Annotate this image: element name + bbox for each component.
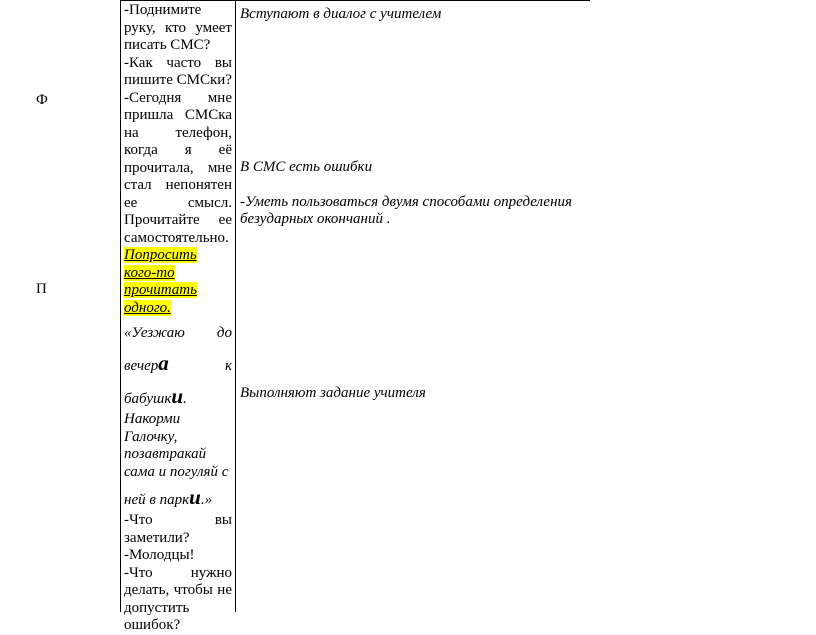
teacher-question-sms: -Поднимите руку, кто умеет писать СМС?: [124, 2, 232, 53]
sms-line-1: «Уезжаю до: [124, 325, 232, 341]
student-activity-dialog: Вступают в диалог с учителем: [240, 6, 442, 22]
column-divider-right: [235, 0, 236, 612]
table-top-border: [120, 0, 590, 1]
stage-code-f: Ф: [36, 92, 48, 108]
student-activity-errors: В СМС есть ошибки: [240, 159, 373, 175]
sms-line-4: Накорми Галочку, позавтракай сама и погуляй с: [124, 411, 229, 480]
sms-line-3: бабушки.: [124, 384, 187, 408]
teacher-note-highlight: Попросить кого-то прочитать одного.: [124, 247, 197, 316]
column-divider-left: [120, 0, 121, 612]
teacher-column: [124, 2, 232, 635]
sms-line-2: вечера к: [124, 351, 232, 375]
teacher-question-avoid-errors: -Что нужно делать, чтобы не допустить ошибок?: [124, 564, 232, 633]
teacher-question-noticed: -Что вы заметили?: [124, 512, 232, 546]
teacher-question-how-often: -Как часто вы пишите СМСки?: [124, 54, 232, 88]
sms-line-5: ней в парки.»: [124, 485, 213, 509]
teacher-praise: -Молодцы!: [124, 547, 195, 563]
stage-code-p: П: [36, 281, 47, 297]
student-activity-task: Выполняют задание учителя: [240, 385, 426, 401]
teacher-story: -Сегодня мне пришла СМСка на телефон, когда я её прочитала, мне стал непонятен ее смысл. Прочитайте ее самостоятельно.: [124, 89, 232, 246]
student-activity-methods: -Уметь пользоваться двумя способами определения безударных окончаний .: [240, 194, 572, 227]
